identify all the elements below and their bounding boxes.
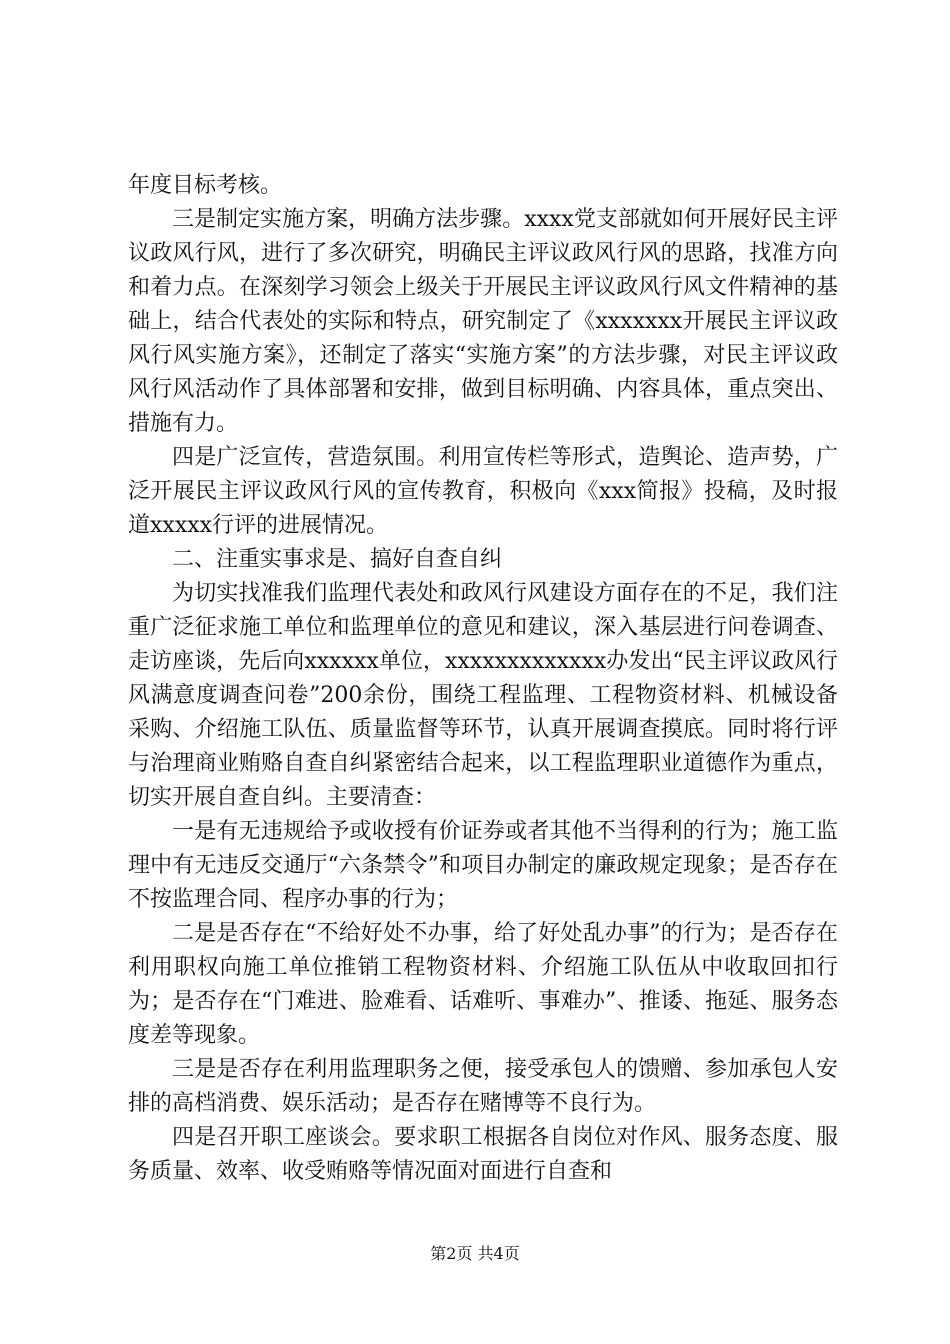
paragraph-8: 四是召开职工座谈会。要求职工根据各自岗位对作风、服务态度、服务质量、效率、收受贿赂等情况面对面进行自查和 [128,1125,838,1184]
document-body [128,169,838,1189]
page-number-footer: 第2页 共4页 [430,1244,520,1263]
paragraph-2: 三是制定实施方案，明确方法步骤。xxxx党支部就如何开展好民主评议政风行风，进行了多次研究，明确民主评议政风行风的思路，找准方向和着力点。在深刻学习领会上级关于开展民主评议政风行风文件精神的基础上，结合代表处的实际和特点，研究制定了《xxxxxxx开展民主评议政风行风实施方案》，还制定了落实“实施方案”的方法步骤，对民主评议政风行风活动作了具体部署和安排，做到目标明确、内容具体，重点突出、措施有力。 [128,207,838,436]
paragraph-7: 三是是否存在利用监理职务之便，接受承包人的馈赠、参加承包人安排的高档消费、娱乐活动；是否存在赌博等不良行为。 [128,1057,838,1116]
paragraph-6: 二是是否存在“不给好处不办事，给了好处乱办事”的行为；是否存在利用职权向施工单位推销工程物资材料、介绍施工队伍从中收取回扣行为；是否存在“门难进、脸难看、话难听、事难办”、推诿、拖延、服务态度差等现象。 [128,921,838,1048]
paragraph-3: 四是广泛宣传，营造氛围。利用宣传栏等形式，造舆论、造声势，广泛开展民主评议政风行风的宣传教育，积极向《xxx简报》投稿，及时报道xxxxx行评的进展情况。 [128,445,838,538]
paragraph-5: 一是有无违规给予或收授有价证券或者其他不当得利的行为；施工监理中有无违反交通厅“六条禁令”和项目办制定的廉政规定现象；是否存在不按监理合同、程序办事的行为； [128,819,838,912]
paragraph-4: 为切实找准我们监理代表处和政风行风建设方面存在的不足，我们注重广泛征求施工单位和监理单位的意见和建议，深入基层进行问卷调查、走访座谈，先后向xxxxxx单位，xxxxxxxxxxxxx办发出“民主评议政风行风满意度调查问卷”200余份，围绕工程监理、工程物资材料、机械设备采购、介绍施工队伍、质量监督等环节，认真开展调查摸底。同时将行评与治理商业贿赂自查自纠紧密结合起来，以工程监理职业道德作为重点，切实开展自查自纠。主要清查： [128,581,838,810]
section-heading-2: 二、注重实事求是、搞好自查自纠 [172,547,503,572]
paragraph-1: 年度目标考核。 [128,173,283,198]
